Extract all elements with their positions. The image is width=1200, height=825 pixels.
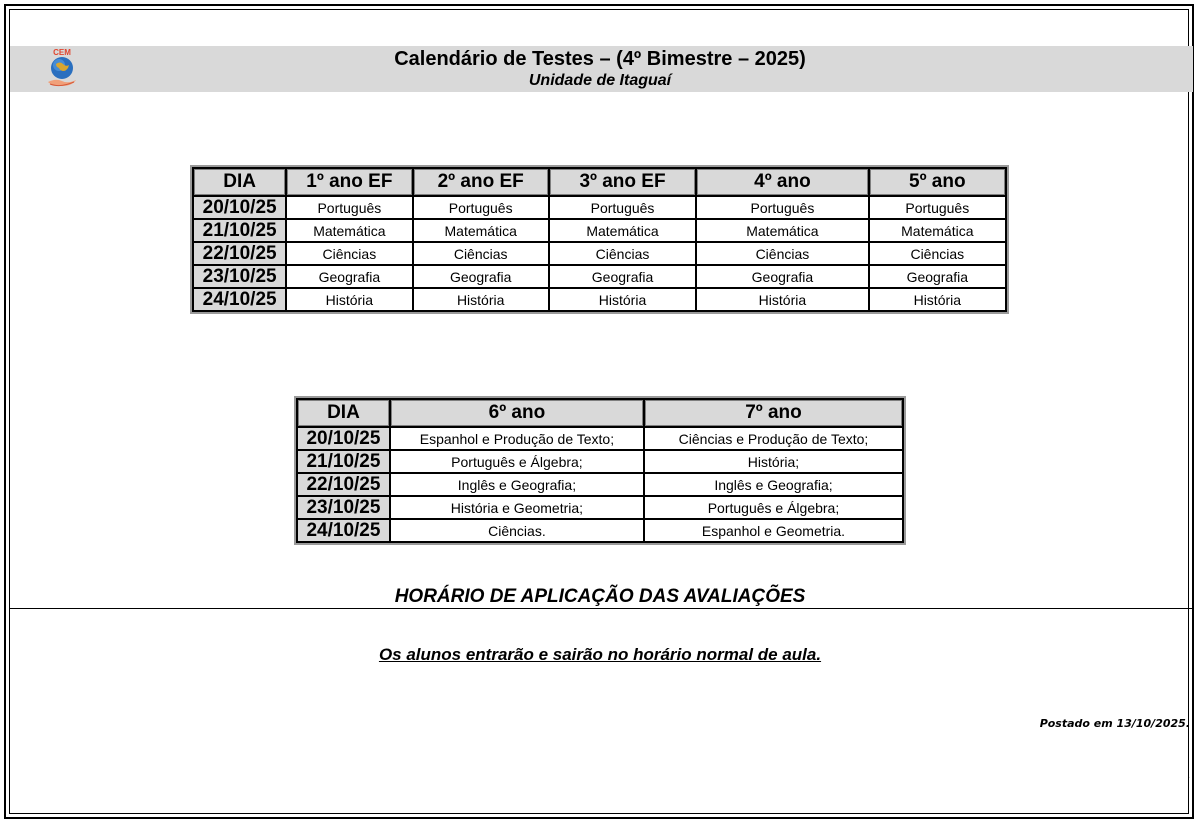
subject-cell: Ciências e Produção de Texto;	[645, 428, 902, 449]
subject-cell: História e Geometria;	[391, 497, 643, 518]
subject-cell: Português e Álgebra;	[391, 451, 643, 472]
table-row	[194, 197, 1005, 218]
table-row	[194, 289, 1005, 310]
subject-cell: Matemática	[414, 220, 548, 241]
subject-cell: Geografia	[287, 266, 411, 287]
subject-cell: Português	[550, 197, 695, 218]
subject-cell: Geografia	[697, 266, 867, 287]
page-title: Calendário de Testes – (4º Bimestre – 2025)	[394, 48, 806, 70]
subject-cell: Geografia	[414, 266, 548, 287]
subject-cell: Geografia	[550, 266, 695, 287]
day-cell: 21/10/25	[298, 451, 389, 472]
col-header-4ano: 4º ano	[697, 169, 867, 195]
trailing-dot: .	[1187, 770, 1190, 781]
subject-cell: Ciências	[550, 243, 695, 264]
day-cell: 22/10/25	[194, 243, 285, 264]
schedule-table-fundamental-2	[294, 396, 906, 545]
page-subtitle: Unidade de Itaguaí	[528, 72, 672, 89]
subject-cell: História	[550, 289, 695, 310]
horario-title: HORÁRIO DE APLICAÇÃO DAS AVALIAÇÕES	[394, 586, 806, 607]
subject-cell: Matemática	[550, 220, 695, 241]
table-row	[298, 451, 902, 472]
col-header-1ano: 1º ano EF	[287, 169, 411, 195]
col-header-6ano: 6º ano	[391, 400, 643, 426]
subject-cell: Português	[697, 197, 867, 218]
day-cell: 22/10/25	[298, 474, 389, 495]
day-cell: 20/10/25	[194, 197, 285, 218]
subject-cell: Português	[414, 197, 548, 218]
col-header-dia: DIA	[298, 400, 389, 426]
table-header-row	[194, 169, 1005, 195]
schedule-table-fundamental	[190, 165, 1009, 314]
col-header-5ano: 5º ano	[870, 169, 1005, 195]
table-row	[194, 220, 1005, 241]
col-header-2ano: 2º ano EF	[414, 169, 548, 195]
divider-line	[10, 608, 1194, 609]
day-cell: 23/10/25	[298, 497, 389, 518]
col-header-7ano: 7º ano	[645, 400, 902, 426]
attendance-note: Os alunos entrarão e sairão no horário normal de aula.	[378, 645, 822, 664]
table-header-row	[298, 400, 902, 426]
subject-cell: Ciências	[414, 243, 548, 264]
subject-cell: História	[870, 289, 1005, 310]
subject-cell: Português	[870, 197, 1005, 218]
day-cell: 24/10/25	[194, 289, 285, 310]
subject-cell: Português e Álgebra;	[645, 497, 902, 518]
subject-cell: Matemática	[287, 220, 411, 241]
subject-cell: História	[287, 289, 411, 310]
table-row	[194, 243, 1005, 264]
subject-cell: Matemática	[870, 220, 1005, 241]
table-row	[298, 474, 902, 495]
subject-cell: Matemática	[697, 220, 867, 241]
subject-cell: Ciências	[870, 243, 1005, 264]
subject-cell: Ciências.	[391, 520, 643, 541]
day-cell: 23/10/25	[194, 266, 285, 287]
table-row	[298, 428, 902, 449]
subject-cell: Ciências	[697, 243, 867, 264]
subject-cell: História	[414, 289, 548, 310]
subject-cell: Português	[287, 197, 411, 218]
col-header-3ano: 3º ano EF	[550, 169, 695, 195]
subject-cell: Inglês e Geografia;	[645, 474, 902, 495]
subject-cell: História;	[645, 451, 902, 472]
subject-cell: História	[697, 289, 867, 310]
table-row	[298, 497, 902, 518]
posted-date: Postado em 13/10/2025.	[1039, 717, 1190, 730]
day-cell: 21/10/25	[194, 220, 285, 241]
col-header-dia: DIA	[194, 169, 285, 195]
table-row	[298, 520, 902, 541]
subject-cell: Geografia	[870, 266, 1005, 287]
subject-cell: Espanhol e Geometria.	[645, 520, 902, 541]
logo-text: CEM	[53, 48, 71, 57]
table-row	[194, 266, 1005, 287]
subject-cell: Espanhol e Produção de Texto;	[391, 428, 643, 449]
day-cell: 24/10/25	[298, 520, 389, 541]
day-cell: 20/10/25	[298, 428, 389, 449]
subject-cell: Ciências	[287, 243, 411, 264]
subject-cell: Inglês e Geografia;	[391, 474, 643, 495]
